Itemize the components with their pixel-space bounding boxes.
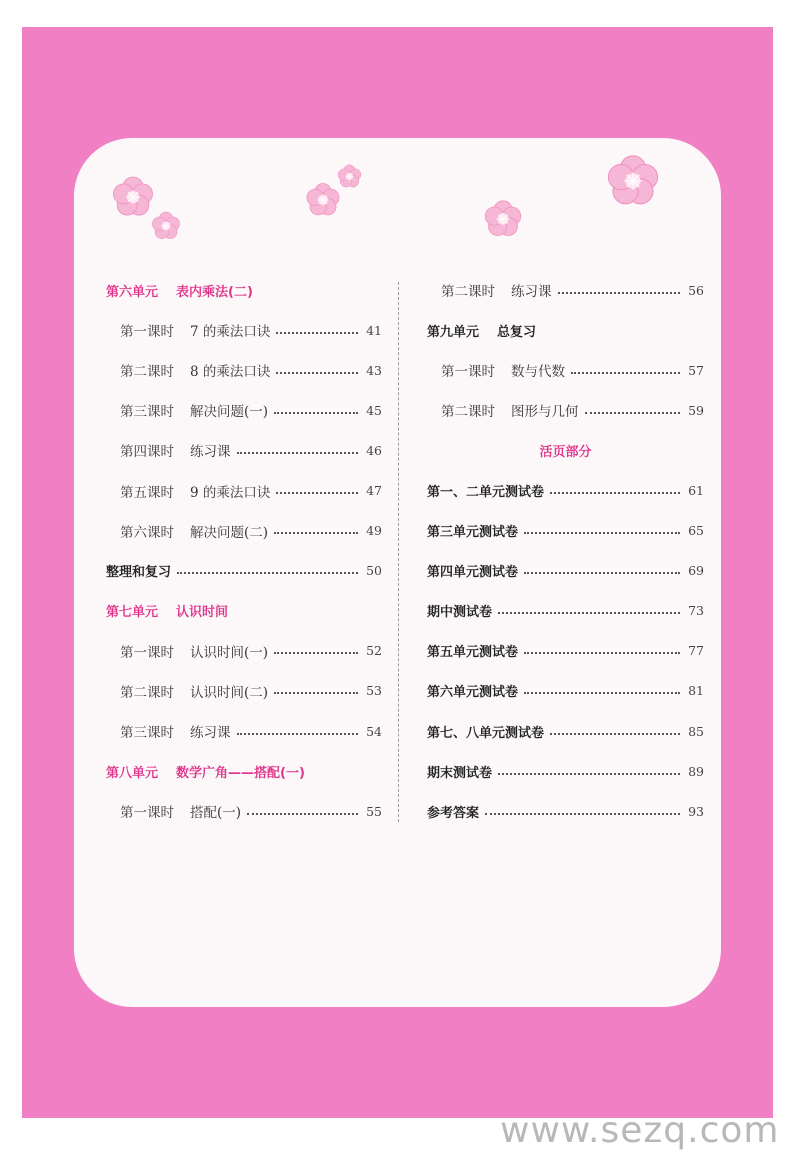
entry-title: 认识时间(一)	[190, 644, 269, 661]
page-number: 69	[688, 563, 704, 579]
entry-title: 期中测试卷	[427, 605, 493, 621]
toc-entry[interactable]	[427, 350, 704, 390]
dot-leader	[177, 571, 358, 574]
page-number: 65	[688, 523, 704, 539]
dot-leader	[237, 451, 359, 454]
page-number: 47	[366, 483, 382, 499]
dot-leader	[498, 772, 680, 775]
page-number: 54	[366, 723, 382, 739]
lesson-label: 第二课时	[120, 684, 174, 701]
entry-title: 练习课	[190, 725, 231, 742]
entry-title: 练习课	[511, 284, 552, 301]
dot-leader	[485, 812, 680, 815]
dot-leader	[274, 411, 358, 414]
unit-title: 认识时间	[176, 605, 229, 621]
plum-blossom-icon	[482, 198, 524, 240]
toc-entry[interactable]	[427, 671, 704, 711]
entry-title: 第七、八单元测试卷	[427, 725, 545, 741]
toc-entry[interactable]	[106, 470, 382, 510]
page-number: 61	[688, 483, 704, 499]
lesson-label: 第一课时	[120, 324, 174, 341]
unit-number: 第七单元	[106, 605, 159, 621]
unit-number: 第六单元	[106, 284, 159, 300]
entry-title: 整理和复习	[106, 565, 172, 581]
page-number: 41	[366, 322, 382, 338]
plum-blossom-icon	[604, 152, 662, 210]
unit-heading	[106, 751, 382, 791]
dot-leader	[585, 411, 681, 414]
dot-leader	[276, 371, 358, 374]
toc-entry[interactable]	[427, 511, 704, 551]
dot-leader	[274, 691, 358, 694]
dot-leader	[237, 732, 359, 735]
entry-title: 图形与几何	[511, 404, 579, 421]
toc-entry[interactable]	[106, 430, 382, 470]
toc-entry[interactable]	[427, 551, 704, 591]
toc-right-column	[427, 270, 704, 831]
entry-title: 解决问题(二)	[190, 524, 269, 541]
page-number: 77	[688, 643, 704, 659]
lesson-label: 第六课时	[120, 524, 174, 541]
toc-entry[interactable]	[106, 511, 382, 551]
entry-title: 认识时间(二)	[190, 684, 269, 701]
unit-heading	[427, 310, 704, 350]
entry-title: 7 的乘法口诀	[190, 324, 271, 341]
unit-heading	[106, 591, 382, 631]
dot-leader	[524, 571, 680, 574]
toc-left-column	[106, 270, 382, 831]
unit-number: 第九单元	[427, 324, 480, 340]
section-heading	[427, 430, 704, 470]
entry-title: 第五单元测试卷	[427, 645, 519, 661]
unit-heading	[106, 270, 382, 310]
entry-title: 8 的乘法口诀	[190, 364, 271, 381]
dot-leader	[558, 291, 681, 294]
toc-entry[interactable]	[106, 631, 382, 671]
lesson-label: 第五课时	[120, 484, 174, 501]
toc-entry[interactable]	[427, 591, 704, 631]
plum-blossom-icon	[150, 210, 182, 242]
entry-title: 参考答案	[427, 805, 480, 821]
toc-entry[interactable]	[427, 711, 704, 751]
toc-entry[interactable]	[427, 270, 704, 310]
toc-entry[interactable]	[427, 791, 704, 831]
dot-leader	[550, 732, 680, 735]
entry-title: 期末测试卷	[427, 765, 493, 781]
unit-title: 表内乘法(二)	[176, 284, 253, 300]
toc-entry[interactable]	[106, 551, 382, 591]
dot-leader	[524, 651, 680, 654]
toc-entry[interactable]	[106, 390, 382, 430]
section-title: 活页部分	[539, 444, 592, 460]
column-divider	[398, 282, 399, 822]
unit-title: 数学广角——搭配(一)	[176, 765, 305, 781]
page-number: 57	[688, 362, 704, 378]
entry-title: 9 的乘法口诀	[190, 484, 271, 501]
page-number: 53	[366, 683, 382, 699]
entry-title: 练习课	[190, 444, 231, 461]
entry-title: 数与代数	[511, 364, 565, 381]
page-number: 59	[688, 402, 704, 418]
dot-leader	[524, 691, 680, 694]
page-number: 52	[366, 643, 382, 659]
entry-title: 第六单元测试卷	[427, 685, 519, 701]
toc-entry[interactable]	[106, 310, 382, 350]
toc-entry[interactable]	[106, 671, 382, 711]
lesson-label: 第二课时	[441, 404, 495, 421]
page-number: 49	[366, 523, 382, 539]
page-number: 89	[688, 763, 704, 779]
entry-title: 第一、二单元测试卷	[427, 485, 545, 501]
watermark: www.sezq.com	[500, 1110, 780, 1151]
lesson-label: 第一课时	[441, 364, 495, 381]
entry-title: 第三单元测试卷	[427, 525, 519, 541]
toc-entry[interactable]	[106, 791, 382, 831]
page-number: 56	[688, 282, 704, 298]
page-number: 43	[366, 362, 382, 378]
page-number: 45	[366, 402, 382, 418]
plum-blossom-icon	[336, 163, 363, 190]
dot-leader	[276, 331, 358, 334]
toc-entry[interactable]	[427, 390, 704, 430]
lesson-label: 第一课时	[120, 805, 174, 822]
dot-leader	[247, 812, 358, 815]
toc-entry[interactable]	[427, 751, 704, 791]
toc-entry[interactable]	[106, 350, 382, 390]
page-number: 73	[688, 603, 704, 619]
lesson-label: 第三课时	[120, 404, 174, 421]
lesson-label: 第三课时	[120, 725, 174, 742]
lesson-label: 第二课时	[120, 364, 174, 381]
dot-leader	[274, 651, 358, 654]
lesson-label: 第一课时	[120, 644, 174, 661]
lesson-label: 第四课时	[120, 444, 174, 461]
toc-entry[interactable]	[427, 470, 704, 510]
dot-leader	[550, 491, 680, 494]
page-number: 46	[366, 442, 382, 458]
unit-title: 总复习	[497, 324, 537, 340]
dot-leader	[571, 371, 680, 374]
entry-title: 解决问题(一)	[190, 404, 269, 421]
dot-leader	[274, 531, 358, 534]
dot-leader	[498, 611, 680, 614]
entry-title: 第四单元测试卷	[427, 565, 519, 581]
entry-title: 搭配(一)	[190, 805, 242, 822]
toc-entry[interactable]	[427, 631, 704, 671]
toc-entry[interactable]	[106, 711, 382, 751]
lesson-label: 第二课时	[441, 284, 495, 301]
page-number: 85	[688, 723, 704, 739]
page-number: 93	[688, 803, 704, 819]
page-number: 50	[366, 563, 382, 579]
unit-number: 第八单元	[106, 765, 159, 781]
page-number: 81	[688, 683, 704, 699]
page-number: 55	[366, 803, 382, 819]
dot-leader	[524, 531, 680, 534]
dot-leader	[276, 491, 358, 494]
